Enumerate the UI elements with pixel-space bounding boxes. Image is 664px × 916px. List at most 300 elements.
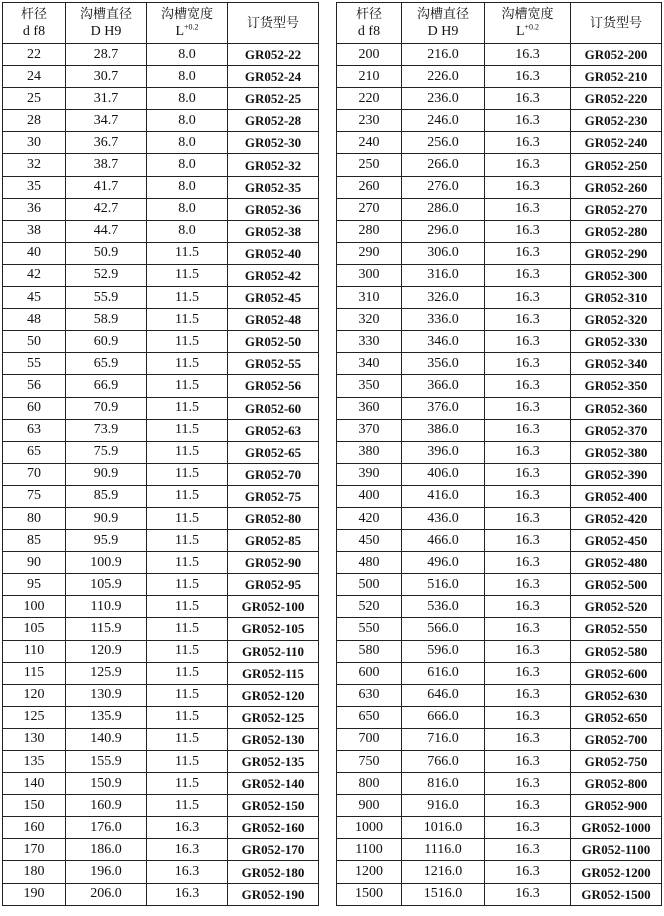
header-rod-diameter: 杆径 d f8 — [3, 3, 66, 44]
rod-diameter-cell: 380 — [337, 441, 402, 463]
groove-width-cell: 16.3 — [147, 861, 228, 883]
groove-width-cell: 11.5 — [147, 375, 228, 397]
order-number-cell: GR052-24 — [228, 66, 319, 88]
header-order-number: 订货型号 — [571, 3, 662, 44]
table-row — [3, 44, 319, 66]
rod-diameter-cell: 55 — [3, 353, 66, 375]
table-row — [3, 552, 319, 574]
order-number-cell: GR052-125 — [228, 706, 319, 728]
groove-diameter-cell: 66.9 — [66, 375, 147, 397]
order-number-cell: GR052-750 — [571, 751, 662, 773]
groove-diameter-cell: 276.0 — [402, 176, 485, 198]
order-number-cell: GR052-28 — [228, 110, 319, 132]
order-number-cell: GR052-135 — [228, 751, 319, 773]
rod-diameter-cell: 700 — [337, 728, 402, 750]
table-row — [3, 198, 319, 220]
table-row — [3, 88, 319, 110]
groove-diameter-cell: 716.0 — [402, 728, 485, 750]
order-number-cell: GR052-1500 — [571, 883, 662, 905]
groove-diameter-cell: 416.0 — [402, 485, 485, 507]
groove-width-cell: 11.5 — [147, 751, 228, 773]
header-groove-width: 沟槽宽度 $L^{+0.2}$ — [147, 3, 228, 44]
table-row — [3, 640, 319, 662]
rod-diameter-cell: 200 — [337, 44, 402, 66]
rod-diameter-cell: 190 — [3, 883, 66, 905]
groove-diameter-cell: 386.0 — [402, 419, 485, 441]
groove-diameter-cell: 256.0 — [402, 132, 485, 154]
order-number-cell: GR052-45 — [228, 287, 319, 309]
groove-diameter-cell: 1016.0 — [402, 817, 485, 839]
table-row — [337, 176, 662, 198]
order-number-cell: GR052-25 — [228, 88, 319, 110]
order-number-cell: GR052-360 — [571, 397, 662, 419]
table-row — [3, 132, 319, 154]
table-row — [3, 220, 319, 242]
rod-diameter-cell: 36 — [3, 198, 66, 220]
table-row — [3, 883, 319, 905]
order-number-cell: GR052-56 — [228, 375, 319, 397]
rod-diameter-cell: 330 — [337, 331, 402, 353]
table-body-right — [337, 44, 662, 906]
rod-diameter-cell: 50 — [3, 331, 66, 353]
rod-diameter-cell: 42 — [3, 264, 66, 286]
order-number-cell: GR052-70 — [228, 463, 319, 485]
order-number-cell: GR052-340 — [571, 353, 662, 375]
rod-diameter-cell: 750 — [337, 751, 402, 773]
groove-width-cell: 16.3 — [485, 728, 571, 750]
groove-width-cell: 16.3 — [485, 751, 571, 773]
table-row — [337, 220, 662, 242]
order-number-cell: GR052-100 — [228, 596, 319, 618]
table-row — [337, 287, 662, 309]
groove-diameter-cell: 28.7 — [66, 44, 147, 66]
order-number-cell: GR052-115 — [228, 662, 319, 684]
groove-width-cell: 16.3 — [485, 706, 571, 728]
header-groove-width: 沟槽宽度 $L^{+0.2}$ — [485, 3, 571, 44]
groove-diameter-cell: 50.9 — [66, 242, 147, 264]
groove-diameter-cell: 120.9 — [66, 640, 147, 662]
table-row — [3, 463, 319, 485]
groove-diameter-cell: 516.0 — [402, 574, 485, 596]
order-number-cell: GR052-250 — [571, 154, 662, 176]
table-row — [337, 331, 662, 353]
groove-width-cell: 16.3 — [485, 154, 571, 176]
rod-diameter-cell: 160 — [3, 817, 66, 839]
order-number-cell: GR052-550 — [571, 618, 662, 640]
groove-diameter-cell: 65.9 — [66, 353, 147, 375]
groove-width-cell: 16.3 — [485, 242, 571, 264]
groove-width-cell: 16.3 — [485, 684, 571, 706]
rod-diameter-cell: 500 — [337, 574, 402, 596]
table-row — [3, 419, 319, 441]
rod-diameter-cell: 45 — [3, 287, 66, 309]
groove-diameter-cell: 85.9 — [66, 485, 147, 507]
order-number-cell: GR052-270 — [571, 198, 662, 220]
groove-width-cell: 16.3 — [485, 331, 571, 353]
groove-width-cell: 16.3 — [485, 287, 571, 309]
table-row — [3, 751, 319, 773]
groove-width-cell: 16.3 — [485, 795, 571, 817]
groove-width-cell: 16.3 — [485, 773, 571, 795]
groove-width-cell: 16.3 — [485, 883, 571, 905]
table-row — [3, 839, 319, 861]
groove-diameter-cell: 1216.0 — [402, 861, 485, 883]
order-number-cell: GR052-38 — [228, 220, 319, 242]
groove-diameter-cell: 90.9 — [66, 507, 147, 529]
order-number-cell: GR052-90 — [228, 552, 319, 574]
groove-diameter-cell: 316.0 — [402, 264, 485, 286]
rod-diameter-cell: 230 — [337, 110, 402, 132]
groove-width-cell: 16.3 — [485, 574, 571, 596]
table-row — [3, 154, 319, 176]
groove-width-cell: 8.0 — [147, 66, 228, 88]
groove-diameter-cell: 176.0 — [66, 817, 147, 839]
groove-width-cell: 16.3 — [485, 264, 571, 286]
groove-width-cell: 16.3 — [485, 88, 571, 110]
groove-diameter-cell: 150.9 — [66, 773, 147, 795]
groove-width-cell: 11.5 — [147, 463, 228, 485]
groove-width-cell: 8.0 — [147, 44, 228, 66]
order-number-cell: GR052-320 — [571, 309, 662, 331]
rod-diameter-cell: 30 — [3, 132, 66, 154]
rod-diameter-cell: 25 — [3, 88, 66, 110]
groove-width-cell: 11.5 — [147, 309, 228, 331]
rod-diameter-cell: 300 — [337, 264, 402, 286]
groove-diameter-cell: 406.0 — [402, 463, 485, 485]
order-number-cell: GR052-240 — [571, 132, 662, 154]
groove-diameter-cell: 246.0 — [402, 110, 485, 132]
groove-width-cell: 8.0 — [147, 132, 228, 154]
groove-width-cell: 16.3 — [485, 353, 571, 375]
rod-diameter-cell: 90 — [3, 552, 66, 574]
rod-diameter-cell: 115 — [3, 662, 66, 684]
groove-diameter-cell: 44.7 — [66, 220, 147, 242]
order-number-cell: GR052-900 — [571, 795, 662, 817]
groove-width-cell: 11.5 — [147, 552, 228, 574]
table-row — [3, 66, 319, 88]
order-number-cell: GR052-350 — [571, 375, 662, 397]
order-number-cell: GR052-160 — [228, 817, 319, 839]
groove-width-cell: 16.3 — [485, 485, 571, 507]
groove-diameter-cell: 616.0 — [402, 662, 485, 684]
rod-diameter-cell: 320 — [337, 309, 402, 331]
rod-diameter-cell: 450 — [337, 530, 402, 552]
table-row — [337, 441, 662, 463]
table-row — [337, 44, 662, 66]
rod-diameter-cell: 180 — [3, 861, 66, 883]
order-number-cell: GR052-95 — [228, 574, 319, 596]
groove-width-cell: 11.5 — [147, 795, 228, 817]
rod-diameter-cell: 310 — [337, 287, 402, 309]
table-row — [3, 728, 319, 750]
table-row — [3, 331, 319, 353]
groove-width-cell: 16.3 — [485, 44, 571, 66]
rod-diameter-cell: 290 — [337, 242, 402, 264]
groove-width-cell: 11.5 — [147, 618, 228, 640]
table-row — [337, 795, 662, 817]
rod-diameter-cell: 120 — [3, 684, 66, 706]
groove-diameter-cell: 466.0 — [402, 530, 485, 552]
rod-diameter-cell: 63 — [3, 419, 66, 441]
groove-diameter-cell: 73.9 — [66, 419, 147, 441]
groove-width-cell: 16.3 — [485, 110, 571, 132]
table-row — [337, 883, 662, 905]
rod-diameter-cell: 420 — [337, 507, 402, 529]
table-row — [337, 817, 662, 839]
header-rod-diameter: 杆径 d f8 — [337, 3, 402, 44]
order-number-cell: GR052-1200 — [571, 861, 662, 883]
order-number-cell: GR052-260 — [571, 176, 662, 198]
groove-width-cell: 11.5 — [147, 485, 228, 507]
order-number-cell: GR052-40 — [228, 242, 319, 264]
groove-width-cell: 11.5 — [147, 287, 228, 309]
order-number-cell: GR052-280 — [571, 220, 662, 242]
order-number-cell: GR052-75 — [228, 485, 319, 507]
rod-diameter-cell: 85 — [3, 530, 66, 552]
order-number-cell: GR052-380 — [571, 441, 662, 463]
groove-diameter-cell: 1516.0 — [402, 883, 485, 905]
order-number-cell: GR052-200 — [571, 44, 662, 66]
table-row — [337, 242, 662, 264]
table-row — [3, 287, 319, 309]
groove-diameter-cell: 75.9 — [66, 441, 147, 463]
rod-diameter-cell: 48 — [3, 309, 66, 331]
order-number-cell: GR052-580 — [571, 640, 662, 662]
table-row — [337, 132, 662, 154]
order-number-cell: GR052-80 — [228, 507, 319, 529]
order-number-cell: GR052-630 — [571, 684, 662, 706]
table-header-row — [3, 3, 319, 44]
order-number-cell: GR052-400 — [571, 485, 662, 507]
rod-diameter-cell: 135 — [3, 751, 66, 773]
order-number-cell: GR052-42 — [228, 264, 319, 286]
groove-width-cell: 16.3 — [485, 839, 571, 861]
groove-width-cell: 16.3 — [485, 66, 571, 88]
rod-diameter-cell: 260 — [337, 176, 402, 198]
table-row — [3, 706, 319, 728]
groove-diameter-cell: 536.0 — [402, 596, 485, 618]
groove-width-cell: 11.5 — [147, 331, 228, 353]
rod-diameter-cell: 38 — [3, 220, 66, 242]
order-number-cell: GR052-32 — [228, 154, 319, 176]
groove-diameter-cell: 326.0 — [402, 287, 485, 309]
rod-diameter-cell: 32 — [3, 154, 66, 176]
order-number-cell: GR052-480 — [571, 552, 662, 574]
groove-width-cell: 16.3 — [485, 419, 571, 441]
table-row — [3, 397, 319, 419]
groove-width-cell: 16.3 — [485, 861, 571, 883]
table-row — [3, 861, 319, 883]
rod-diameter-cell: 350 — [337, 375, 402, 397]
table-row — [3, 110, 319, 132]
order-number-cell: GR052-30 — [228, 132, 319, 154]
order-number-cell: GR052-500 — [571, 574, 662, 596]
groove-diameter-cell: 34.7 — [66, 110, 147, 132]
table-row — [337, 861, 662, 883]
groove-diameter-cell: 110.9 — [66, 596, 147, 618]
rod-diameter-cell: 520 — [337, 596, 402, 618]
groove-width-cell: 8.0 — [147, 88, 228, 110]
order-number-cell: GR052-35 — [228, 176, 319, 198]
rod-diameter-cell: 24 — [3, 66, 66, 88]
rod-diameter-cell: 35 — [3, 176, 66, 198]
groove-diameter-cell: 336.0 — [402, 309, 485, 331]
groove-diameter-cell: 286.0 — [402, 198, 485, 220]
groove-width-cell: 16.3 — [485, 397, 571, 419]
groove-width-cell: 11.5 — [147, 353, 228, 375]
groove-diameter-cell: 196.0 — [66, 861, 147, 883]
groove-width-cell: 16.3 — [485, 640, 571, 662]
groove-diameter-cell: 596.0 — [402, 640, 485, 662]
rod-diameter-cell: 210 — [337, 66, 402, 88]
groove-width-cell: 11.5 — [147, 596, 228, 618]
groove-width-cell: 11.5 — [147, 397, 228, 419]
table-row — [3, 618, 319, 640]
table-row — [3, 795, 319, 817]
groove-diameter-cell: 236.0 — [402, 88, 485, 110]
rod-diameter-cell: 550 — [337, 618, 402, 640]
groove-width-cell: 11.5 — [147, 662, 228, 684]
table-row — [337, 264, 662, 286]
rod-diameter-cell: 130 — [3, 728, 66, 750]
groove-diameter-cell: 376.0 — [402, 397, 485, 419]
table-row — [337, 596, 662, 618]
rod-diameter-cell: 56 — [3, 375, 66, 397]
table-row — [337, 88, 662, 110]
groove-width-cell: 16.3 — [485, 552, 571, 574]
groove-diameter-cell: 566.0 — [402, 618, 485, 640]
groove-diameter-cell: 105.9 — [66, 574, 147, 596]
order-number-cell: GR052-700 — [571, 728, 662, 750]
order-number-cell: GR052-120 — [228, 684, 319, 706]
groove-width-cell: 8.0 — [147, 220, 228, 242]
groove-width-cell: 16.3 — [485, 309, 571, 331]
order-number-cell: GR052-130 — [228, 728, 319, 750]
groove-diameter-cell: 1116.0 — [402, 839, 485, 861]
table-row — [337, 154, 662, 176]
groove-width-cell: 16.3 — [147, 839, 228, 861]
groove-width-cell: 16.3 — [147, 883, 228, 905]
table-row — [3, 242, 319, 264]
table-row — [337, 309, 662, 331]
groove-diameter-cell: 356.0 — [402, 353, 485, 375]
groove-diameter-cell: 42.7 — [66, 198, 147, 220]
table-row — [337, 728, 662, 750]
header-order-number: 订货型号 — [228, 3, 319, 44]
order-number-cell: GR052-230 — [571, 110, 662, 132]
groove-diameter-cell: 52.9 — [66, 264, 147, 286]
rod-diameter-cell: 1200 — [337, 861, 402, 883]
groove-diameter-cell: 296.0 — [402, 220, 485, 242]
groove-diameter-cell: 31.7 — [66, 88, 147, 110]
table-row — [3, 353, 319, 375]
groove-diameter-cell: 115.9 — [66, 618, 147, 640]
rod-diameter-cell: 150 — [3, 795, 66, 817]
spec-table-left — [2, 2, 319, 906]
groove-diameter-cell: 125.9 — [66, 662, 147, 684]
table-row — [3, 375, 319, 397]
order-number-cell: GR052-650 — [571, 706, 662, 728]
rod-diameter-cell: 75 — [3, 485, 66, 507]
rod-diameter-cell: 280 — [337, 220, 402, 242]
groove-diameter-cell: 30.7 — [66, 66, 147, 88]
table-row — [3, 530, 319, 552]
groove-width-cell: 16.3 — [485, 375, 571, 397]
table-row — [337, 839, 662, 861]
groove-diameter-cell: 766.0 — [402, 751, 485, 773]
groove-diameter-cell: 396.0 — [402, 441, 485, 463]
groove-diameter-cell: 140.9 — [66, 728, 147, 750]
order-number-cell: GR052-65 — [228, 441, 319, 463]
groove-diameter-cell: 646.0 — [402, 684, 485, 706]
rod-diameter-cell: 240 — [337, 132, 402, 154]
rod-diameter-cell: 390 — [337, 463, 402, 485]
rod-diameter-cell: 360 — [337, 397, 402, 419]
order-number-cell: GR052-105 — [228, 618, 319, 640]
groove-width-cell: 16.3 — [485, 198, 571, 220]
table-row — [3, 662, 319, 684]
table-row — [3, 507, 319, 529]
groove-width-cell: 8.0 — [147, 176, 228, 198]
table-header-row — [337, 3, 662, 44]
header-groove-diameter: 沟槽直径 D H9 — [66, 3, 147, 44]
rod-diameter-cell: 100 — [3, 596, 66, 618]
groove-width-cell: 11.5 — [147, 684, 228, 706]
rod-diameter-cell: 250 — [337, 154, 402, 176]
table-row — [3, 817, 319, 839]
groove-diameter-cell: 266.0 — [402, 154, 485, 176]
groove-diameter-cell: 186.0 — [66, 839, 147, 861]
rod-diameter-cell: 600 — [337, 662, 402, 684]
order-number-cell: GR052-450 — [571, 530, 662, 552]
order-number-cell: GR052-300 — [571, 264, 662, 286]
order-number-cell: GR052-220 — [571, 88, 662, 110]
rod-diameter-cell: 220 — [337, 88, 402, 110]
order-number-cell: GR052-60 — [228, 397, 319, 419]
order-number-cell: GR052-36 — [228, 198, 319, 220]
groove-width-cell: 16.3 — [485, 596, 571, 618]
order-number-cell: GR052-110 — [228, 640, 319, 662]
table-row — [337, 684, 662, 706]
groove-diameter-cell: 70.9 — [66, 397, 147, 419]
table-row — [337, 640, 662, 662]
rod-diameter-cell: 140 — [3, 773, 66, 795]
rod-diameter-cell: 400 — [337, 485, 402, 507]
groove-diameter-cell: 155.9 — [66, 751, 147, 773]
groove-diameter-cell: 160.9 — [66, 795, 147, 817]
order-number-cell: GR052-22 — [228, 44, 319, 66]
table-row — [3, 176, 319, 198]
spec-table-right — [336, 2, 662, 906]
groove-diameter-cell: 55.9 — [66, 287, 147, 309]
order-number-cell: GR052-48 — [228, 309, 319, 331]
groove-width-cell: 16.3 — [147, 817, 228, 839]
rod-diameter-cell: 1000 — [337, 817, 402, 839]
table-row — [3, 684, 319, 706]
groove-width-cell: 11.5 — [147, 419, 228, 441]
groove-diameter-cell: 346.0 — [402, 331, 485, 353]
groove-width-cell: 16.3 — [485, 507, 571, 529]
table-row — [337, 552, 662, 574]
order-number-cell: GR052-600 — [571, 662, 662, 684]
groove-width-cell: 16.3 — [485, 176, 571, 198]
order-number-cell: GR052-150 — [228, 795, 319, 817]
table-row — [3, 309, 319, 331]
table-row — [337, 706, 662, 728]
order-number-cell: GR052-370 — [571, 419, 662, 441]
rod-diameter-cell: 650 — [337, 706, 402, 728]
groove-width-cell: 16.3 — [485, 530, 571, 552]
